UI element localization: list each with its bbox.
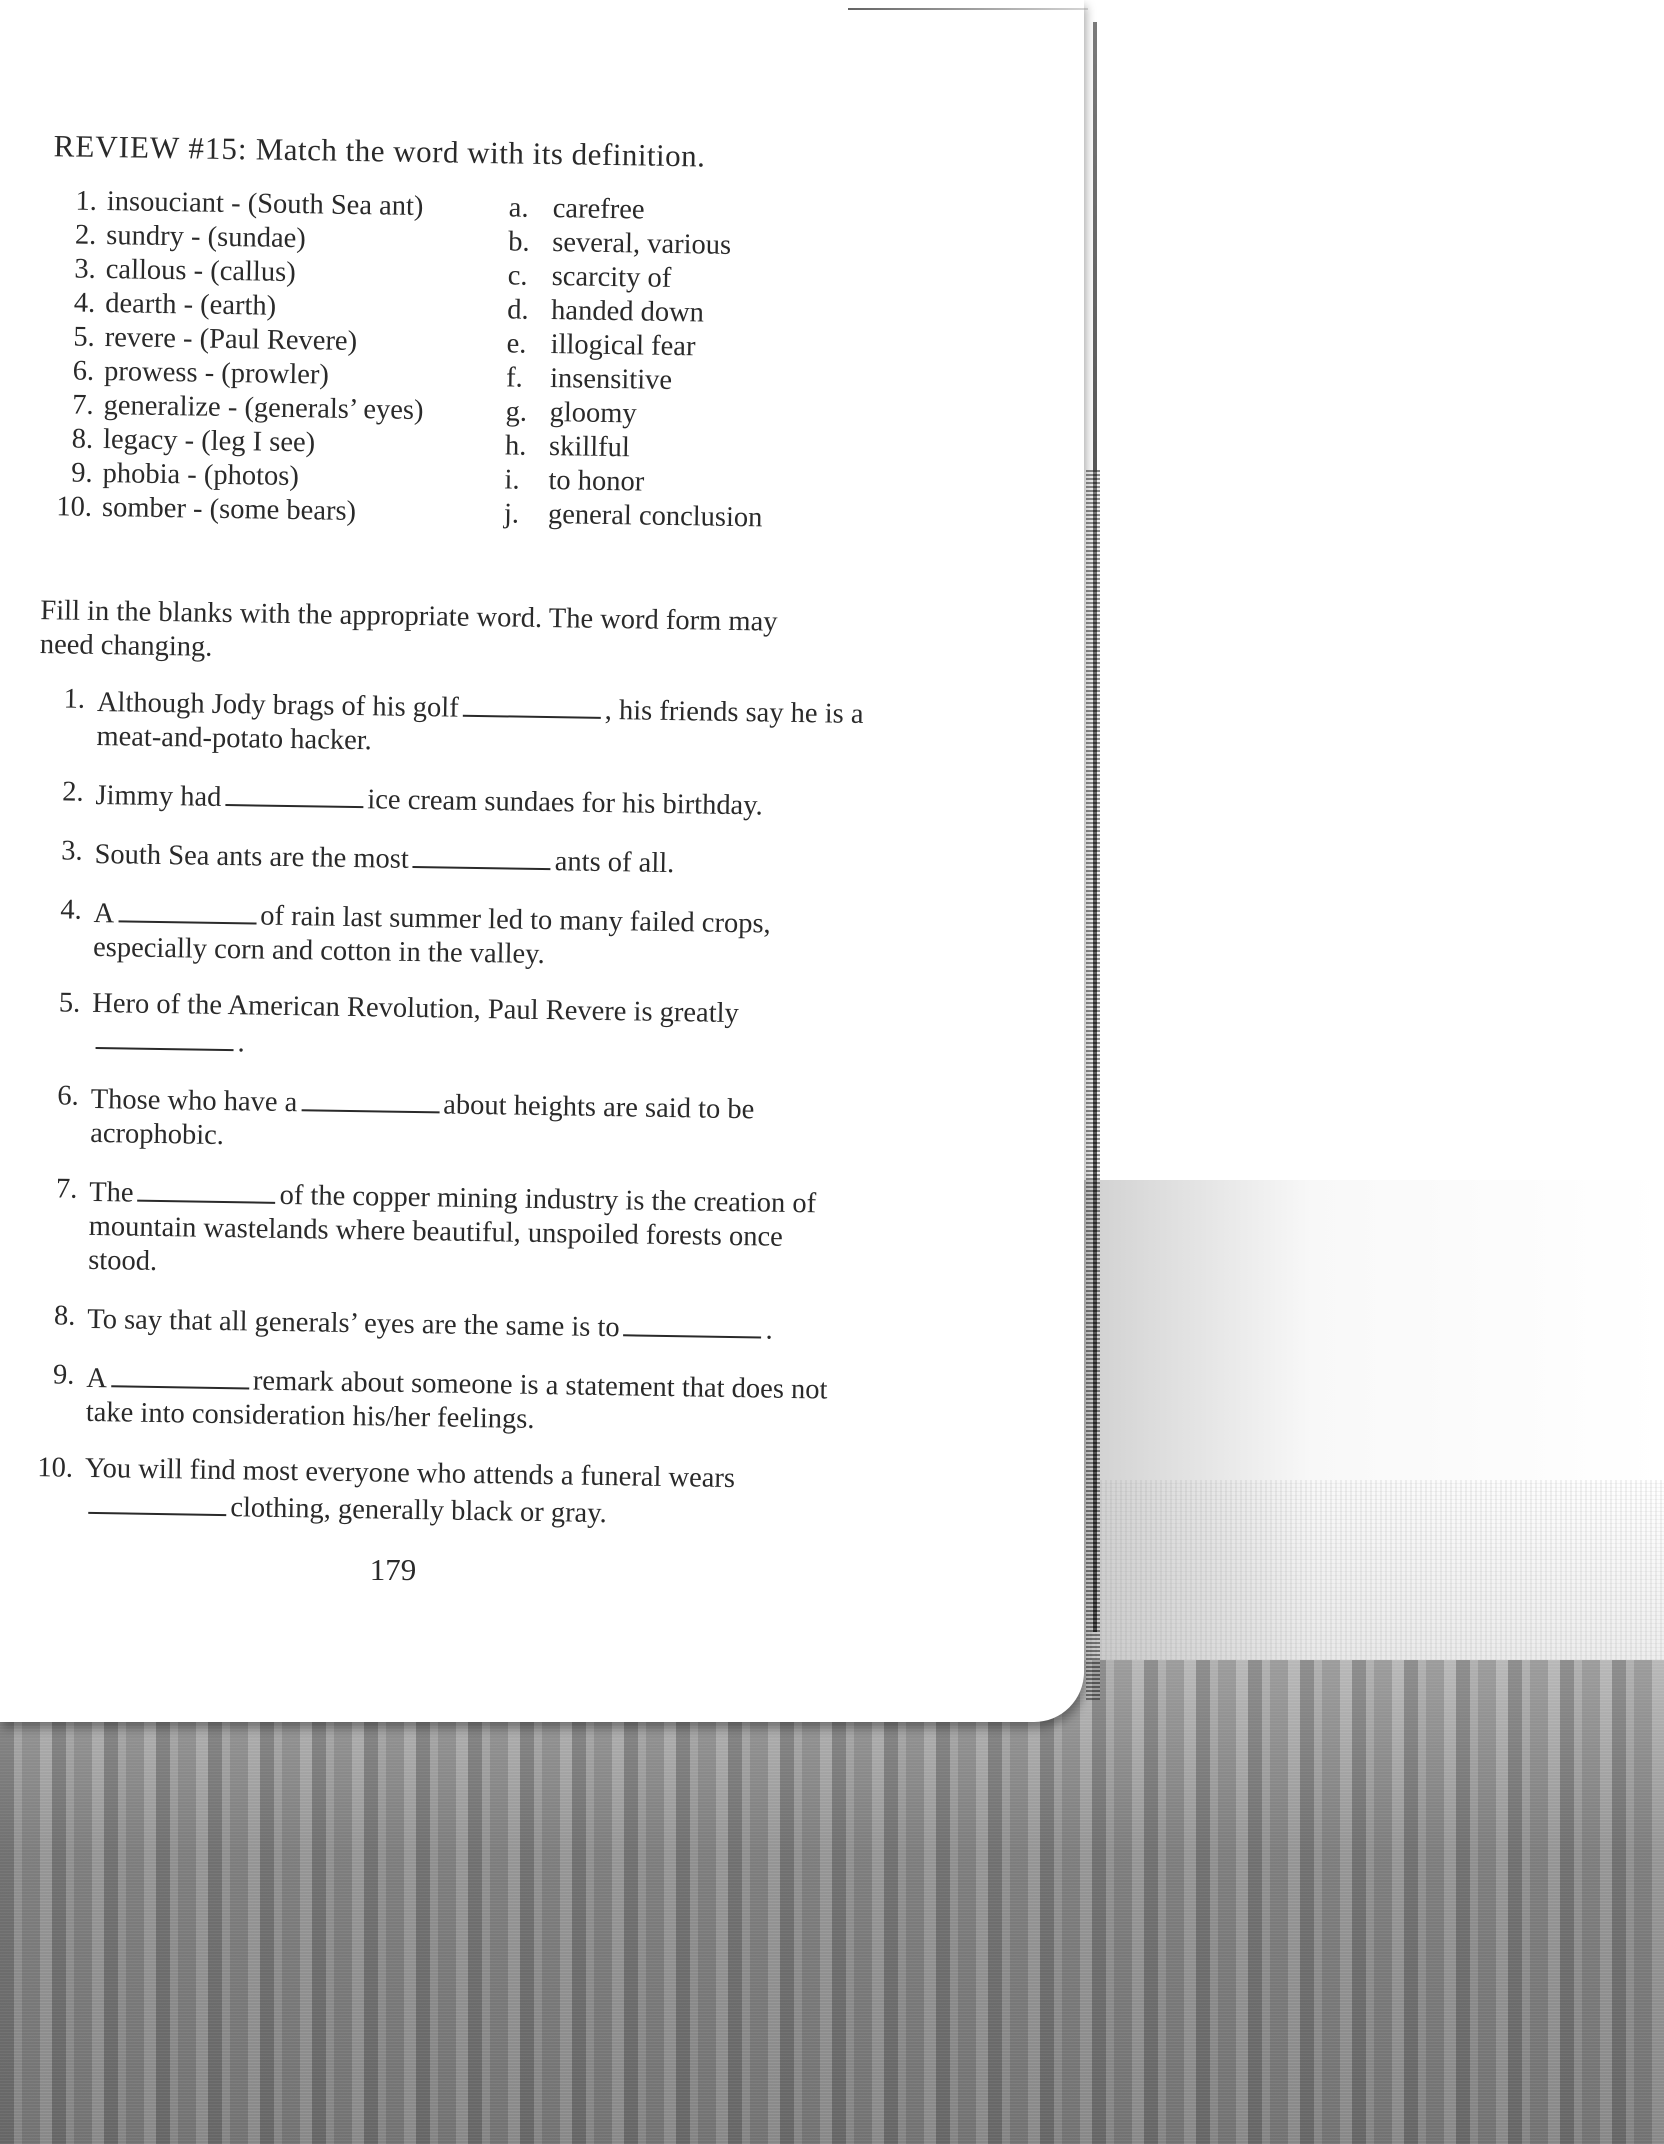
answer-blank — [413, 840, 551, 870]
item-text-before: A — [93, 897, 115, 930]
definition-letter: g. — [505, 396, 528, 428]
word-number: 8. — [71, 423, 94, 455]
fill-in-list — [18, 682, 1041, 1538]
word-item — [48, 218, 306, 256]
definition-letter: a. — [508, 192, 529, 224]
matching-section — [33, 184, 1049, 580]
word-text: sundry - (sundae) — [106, 220, 306, 255]
review-heading — [53, 128, 1049, 180]
definition-text: several, various — [552, 227, 732, 261]
word-number: 3. — [74, 253, 97, 285]
word-item — [46, 354, 329, 392]
definition-text: scarcity of — [551, 261, 672, 294]
definition-item — [509, 191, 645, 227]
fill-in-item — [21, 1299, 857, 1349]
item-text-after: of the copper mining industry is the creation of mountain wastelands where beautiful, unspoiled forests once stood. — [87, 1179, 817, 1277]
definition-item — [505, 395, 637, 431]
word-number: 6. — [72, 355, 95, 387]
item-number: 10. — [37, 1452, 74, 1484]
page-right-edge-texture — [1086, 470, 1100, 1700]
definition-item — [504, 463, 644, 499]
word-item — [48, 252, 296, 290]
answer-blank — [624, 1308, 762, 1338]
answer-blank — [301, 1083, 439, 1113]
fill-in-item — [25, 986, 862, 1070]
review-label: REVIEW #15: — [53, 128, 248, 167]
word-number: 2. — [74, 219, 97, 251]
answer-blank — [463, 689, 601, 719]
item-number: 3. — [61, 835, 83, 867]
word-text: insouciant - (South Sea ant) — [106, 186, 424, 223]
fill-in-item — [20, 1358, 857, 1442]
word-text: revere - (Paul Revere) — [104, 322, 358, 358]
fill-in-item — [27, 893, 864, 977]
answer-blank — [111, 1359, 249, 1389]
item-number: 4. — [60, 894, 82, 926]
word-item — [45, 422, 316, 460]
word-text: somber - (some bears) — [101, 492, 357, 528]
word-item — [47, 286, 276, 324]
item-number: 9. — [52, 1359, 75, 1391]
page-top-edge — [848, 8, 1088, 10]
word-text: generalize - (generals’ eyes) — [103, 390, 424, 427]
item-text-before: Those who have a — [90, 1083, 298, 1119]
definition-text: insensitive — [549, 363, 673, 396]
definition-letter: h. — [504, 430, 527, 462]
definition-text: gloomy — [549, 397, 637, 430]
item-text-after: . — [237, 1027, 246, 1059]
item-text-before: To say that all generals’ eyes are the same is to — [87, 1303, 620, 1344]
item-text-after: ice cream sundaes for his birthday. — [367, 784, 763, 822]
item-number: 6. — [57, 1080, 80, 1112]
item-text-after: remark about someone is a statement that does not take into consideration his/her feelings. — [85, 1365, 828, 1435]
word-item — [46, 320, 357, 359]
word-item — [44, 490, 357, 529]
item-number: 8. — [53, 1300, 76, 1332]
page-curl — [14, 1664, 1084, 1720]
item-text-after: ants of all. — [554, 846, 675, 880]
item-text-before: Jimmy had — [95, 779, 222, 813]
item-text-after: clothing, generally black or gray. — [230, 1492, 607, 1530]
word-number: 1. — [75, 185, 98, 217]
word-number: 9. — [70, 457, 93, 489]
definition-text: carefree — [552, 193, 645, 226]
fill-in-item — [22, 1172, 860, 1290]
definition-text: skillful — [548, 431, 631, 464]
answer-blank — [225, 778, 363, 808]
word-number: 7. — [72, 389, 94, 421]
answer-blank — [137, 1174, 275, 1204]
item-text-after: about heights are said to be acrophobic. — [89, 1089, 755, 1152]
word-text: phobia - (photos) — [102, 458, 300, 493]
definition-letter: c. — [507, 260, 528, 292]
review-instruction: Match the word with its definition. — [255, 131, 706, 174]
item-number: 7. — [55, 1173, 78, 1205]
definition-item — [504, 497, 763, 535]
word-text: prowess - (prowler) — [103, 356, 330, 391]
item-text-after: . — [765, 1314, 774, 1346]
item-text-after: of rain last summer led to many failed crops, especially corn and cotton in the valley. — [92, 900, 771, 971]
page-content — [18, 128, 1050, 1560]
word-number: 5. — [73, 321, 95, 353]
definition-text: illogical fear — [550, 329, 696, 363]
answer-blank — [118, 894, 256, 924]
definition-item — [506, 361, 672, 398]
answer-blank — [88, 1486, 226, 1516]
fill-in-instructions: Fill in the blanks with the appropriate word. The word form may need changing. — [39, 595, 778, 663]
scan-shadow-bottom — [0, 1660, 1664, 2144]
item-text-before: Hero of the American Revolution, Paul Revere is greatly — [92, 987, 740, 1030]
definition-letter: d. — [506, 294, 529, 326]
item-text-before: Although Jody brags of his golf — [96, 686, 459, 724]
fill-in-item — [28, 834, 864, 884]
item-number: 2. — [61, 776, 84, 808]
definition-text: general conclusion — [547, 499, 763, 534]
item-number: 1. — [63, 683, 86, 715]
item-text-before: You will find most everyone who attends a funeral wears — [84, 1452, 736, 1495]
item-number: 5. — [58, 987, 81, 1019]
fill-in-item — [18, 1451, 855, 1535]
definition-item — [506, 327, 695, 364]
word-text: dearth - (earth) — [105, 288, 277, 322]
definition-item — [507, 259, 671, 296]
word-text: legacy - (leg I see) — [102, 424, 316, 459]
definition-letter: f. — [505, 362, 523, 394]
word-text: callous - (callus) — [105, 254, 296, 289]
item-text-after: , his friends say he is a meat-and-potato hacker. — [96, 694, 864, 757]
definition-item — [507, 293, 704, 330]
definition-item — [508, 225, 731, 262]
fill-in-item — [24, 1079, 861, 1163]
answer-blank — [96, 1021, 234, 1051]
definition-item — [505, 429, 630, 465]
page-number: 179 — [369, 1552, 417, 1587]
item-text-before: A — [86, 1362, 108, 1395]
word-number: 4. — [73, 287, 96, 319]
definition-letter: i. — [504, 464, 520, 496]
word-number: 10. — [56, 491, 93, 523]
definition-text: to honor — [548, 465, 645, 498]
fill-in-item — [30, 682, 867, 766]
definition-letter: b. — [508, 226, 530, 258]
definition-text: handed down — [550, 295, 705, 329]
definition-letter: e. — [506, 328, 527, 360]
item-text-before: South Sea ants are the most — [94, 838, 410, 875]
fill-in-item — [29, 775, 865, 825]
definition-letter: j. — [503, 498, 520, 530]
item-text-before: The — [89, 1176, 134, 1209]
word-item — [44, 456, 299, 494]
